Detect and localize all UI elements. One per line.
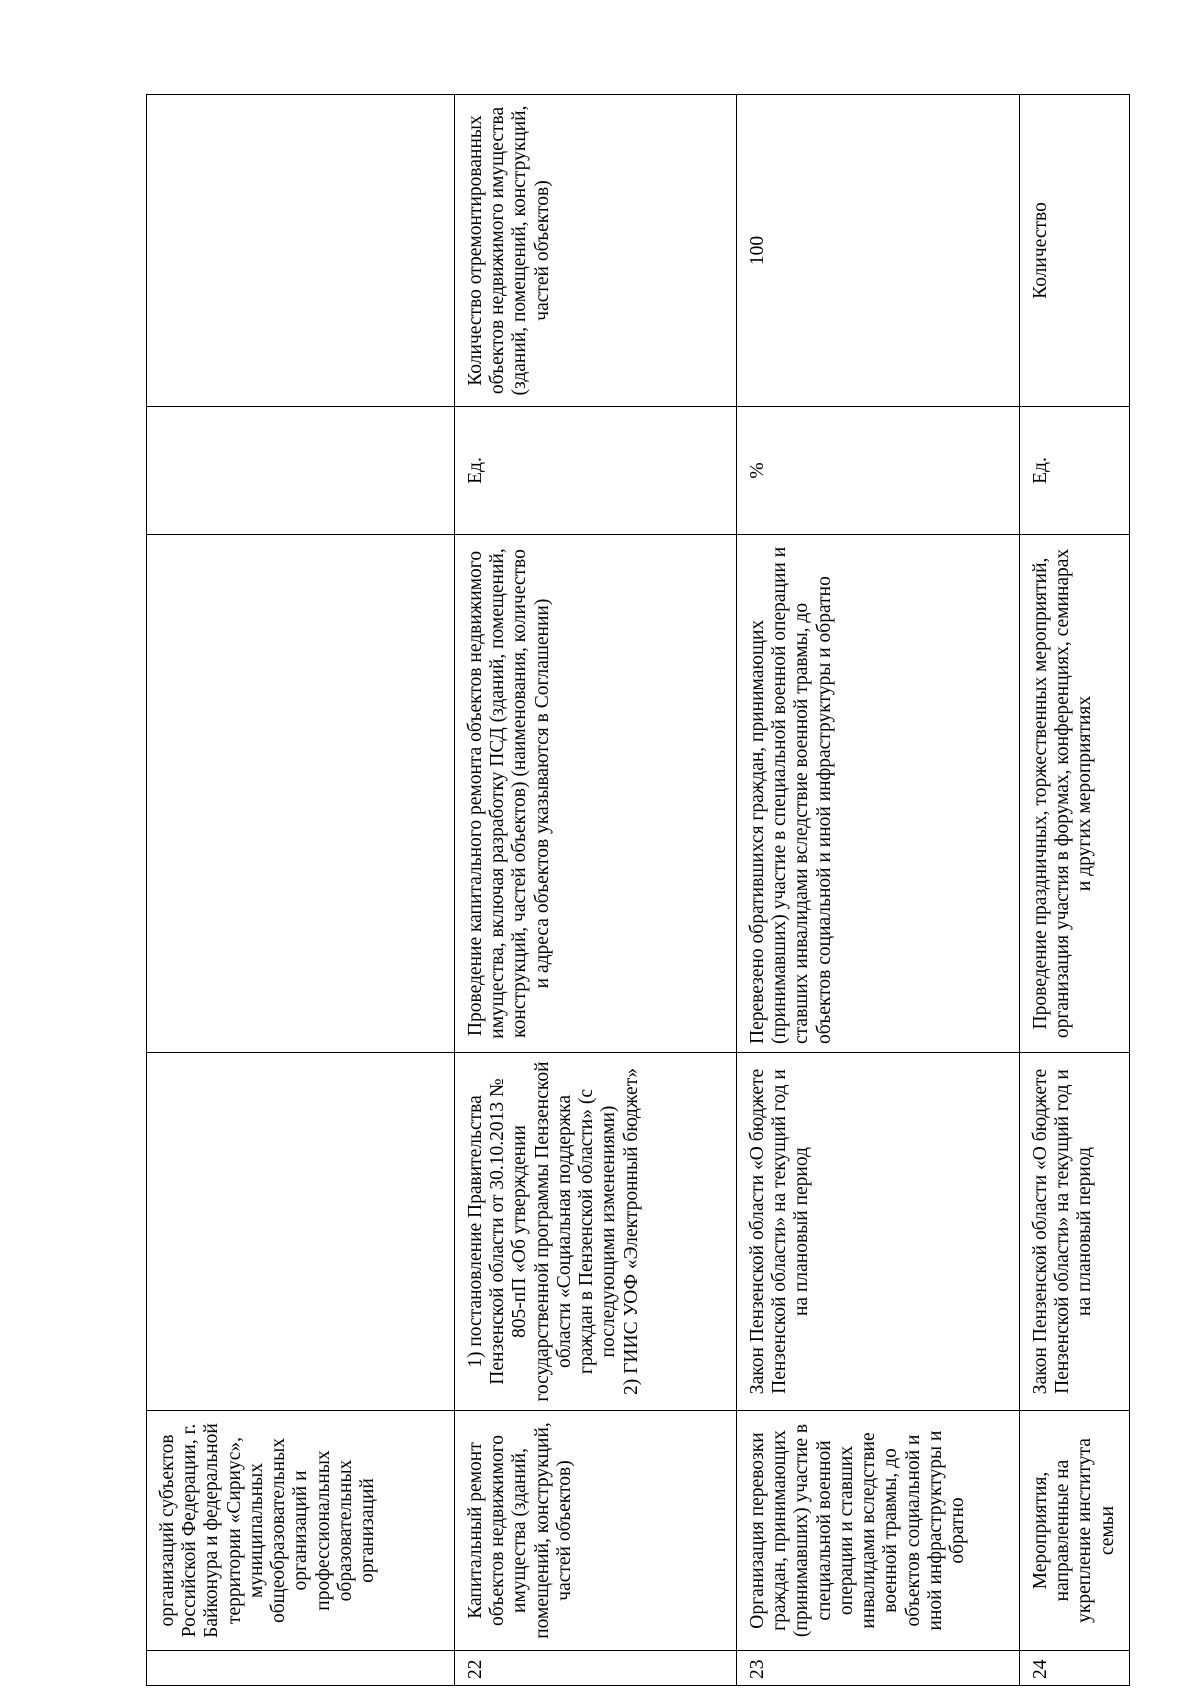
event-name-cell: Капитальный ремонт объектов недвижимого имущества (зданий, помещений, конструкций, частей объектов) xyxy=(455,1411,737,1651)
description-cell: Перевезено обратившихся граждан, принимающих (принимавших) участие в специальной военной операции и ставших инвалидами вследствие военной травмы, до объектов социальной и иной инфраструктуры и обратно xyxy=(737,535,1020,1053)
description-cell xyxy=(147,535,455,1053)
value-cell: 100 xyxy=(737,95,1020,407)
table-row xyxy=(737,95,1020,1686)
row-number-cell: 24 xyxy=(1020,1651,1130,1686)
source-line: Закон Пензенской области «О бюджете Пензенской области» на текущий год и на плановый период xyxy=(1030,1068,1096,1395)
unit-cell xyxy=(147,407,455,535)
value-cell xyxy=(147,95,455,407)
value-cell: Количество xyxy=(1020,95,1130,407)
measures-table xyxy=(146,94,1130,1686)
row-number-cell: 22 xyxy=(455,1651,737,1686)
source-line: Закон Пензенской области «О бюджете Пензенской области» на текущий год и на плановый период xyxy=(747,1068,813,1395)
description-cell: Проведение праздничных, торжественных мероприятий, организация участия в форумах, конференциях, семинарах и других мероприятиях xyxy=(1020,535,1130,1053)
description-cell: Проведение капитального ремонта объектов недвижимого имущества, включая разработку ПСД (зданий, помещений, конструкций, частей объектов) (наименования, количество и адреса объектов указываются в Соглашении) xyxy=(455,535,737,1053)
row-number-cell: 23 xyxy=(737,1651,1020,1686)
unit-cell: Ед. xyxy=(455,407,737,535)
source-line: 1) постановление Правительства Пензенской области от 30.10.2013 № 805-пП «Об утверждении государственной программы Пензенской области «Социальная поддержка граждан в Пензенской области» (с последующими изменениями) xyxy=(465,1061,620,1402)
event-name-cell: Организация перевозки граждан, принимающих (принимавших) участие в специальной военной операции и ставших инвалидами вследствие военной травмы, до объектов социальной и иной инфраструктуры и обратно xyxy=(737,1411,1020,1651)
source-cell xyxy=(455,1053,737,1411)
event-name-cell: Мероприятия, направленные на укрепление института семьи xyxy=(1020,1411,1130,1651)
source-cell xyxy=(1020,1053,1130,1411)
rotated-page-content xyxy=(146,95,1128,1686)
event-name-cell: организаций субъектов Российской Федерации, г. Байконура и федеральной территории «Сириус», муниципальных общеобразовательных организаций и профессиональных образовательных организаций xyxy=(147,1411,455,1651)
source-cell xyxy=(147,1053,455,1411)
source-line: 2) ГИИС УОФ «Электронный бюджет» xyxy=(620,1068,642,1395)
table-row xyxy=(147,95,455,1686)
unit-cell: % xyxy=(737,407,1020,535)
table-row xyxy=(1020,95,1130,1686)
unit-cell: Ед. xyxy=(1020,407,1130,535)
source-cell xyxy=(737,1053,1020,1411)
row-number-cell xyxy=(147,1651,455,1686)
table-row xyxy=(455,95,737,1686)
value-cell: Количество отремонтированных объектов недвижимого имущества (зданий, помещений, конструкций, частей объектов) xyxy=(455,95,737,407)
